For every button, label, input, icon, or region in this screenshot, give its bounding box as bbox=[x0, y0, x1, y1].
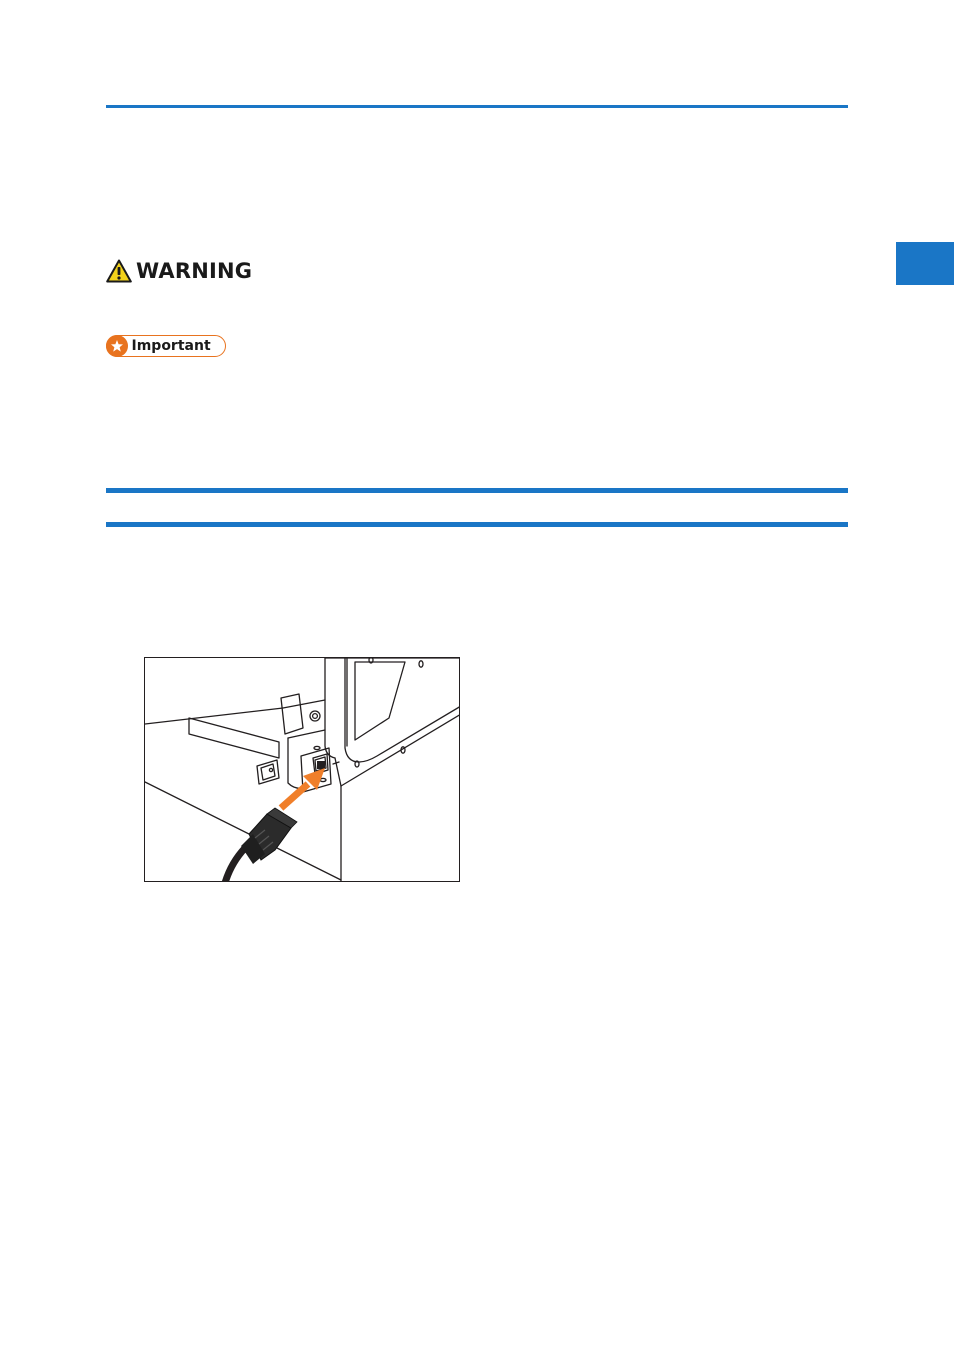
power-cord-figure bbox=[144, 657, 460, 882]
section-divider-upper bbox=[106, 488, 848, 493]
warning-triangle-icon bbox=[106, 259, 132, 283]
power-cord-connection-illustration bbox=[145, 658, 460, 882]
important-badge bbox=[106, 335, 226, 357]
star-icon bbox=[106, 335, 128, 357]
important-label: Important bbox=[131, 338, 211, 354]
top-divider bbox=[106, 105, 848, 108]
section-divider-lower bbox=[106, 522, 848, 527]
power-plug-icon bbox=[225, 808, 297, 882]
warning-heading bbox=[106, 258, 252, 284]
warning-label: WARNING bbox=[136, 259, 253, 283]
chapter-tab bbox=[896, 242, 954, 285]
